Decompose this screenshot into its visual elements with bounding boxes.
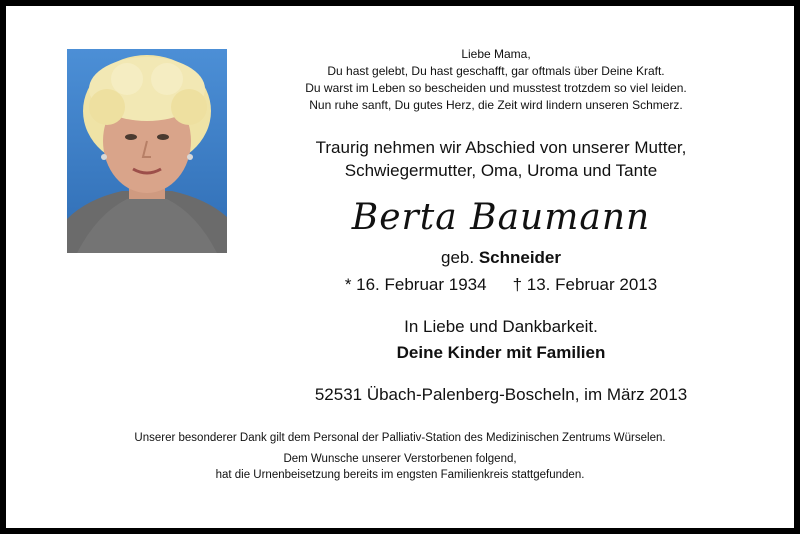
burial-note: Dem Wunsche unserer Verstorbenen folgend, <box>283 453 517 465</box>
birth-name-prefix: geb. <box>440 248 475 267</box>
birth-name <box>246 247 756 269</box>
memorial-verse <box>256 46 736 114</box>
verse-line: Du hast gelebt, Du hast geschafft, gar oftmals über Deine Kraft. <box>327 64 665 78</box>
verse-line: Liebe Mama, <box>461 47 531 61</box>
verse-line: Nun ruhe sanft, Du gutes Herz, die Zeit wird lindern unseren Schmerz. <box>309 98 683 112</box>
place-and-date: 52531 Übach-Palenberg-Boscheln, im März 2013 <box>314 385 688 404</box>
death-date: † 13. Februar 2013 <box>512 275 658 294</box>
intro-line: Traurig nehmen wir Abschied von unserer Mutter, <box>315 138 687 157</box>
farewell-intro <box>246 136 756 182</box>
deceased-name: Berta Baumann <box>351 197 651 238</box>
life-dates <box>246 274 756 296</box>
portrait-photo <box>67 49 227 253</box>
thanks-note: Unserer besonderer Dank gilt dem Personal der Palliativ-Station des Medizinischen Zentrums Würselen. <box>134 432 666 444</box>
intro-line: Schwiegermutter, Oma, Uroma und Tante <box>344 161 658 180</box>
verse-line: Du warst im Leben so bescheiden und musstest trotzdem so viel leiden. <box>305 81 687 95</box>
footer-notes <box>26 430 774 483</box>
burial-note: hat die Urnenbeisetzung bereits im engsten Familienkreis stattgefunden. <box>215 469 585 481</box>
obituary-card <box>6 6 794 528</box>
closing-phrase: In Liebe und Dankbarkeit. <box>404 317 598 336</box>
portrait-image <box>67 49 227 253</box>
birth-date: * 16. Februar 1934 <box>344 275 487 294</box>
mourners: Deine Kinder mit Familien <box>396 343 606 362</box>
maiden-name: Schneider <box>478 248 562 267</box>
